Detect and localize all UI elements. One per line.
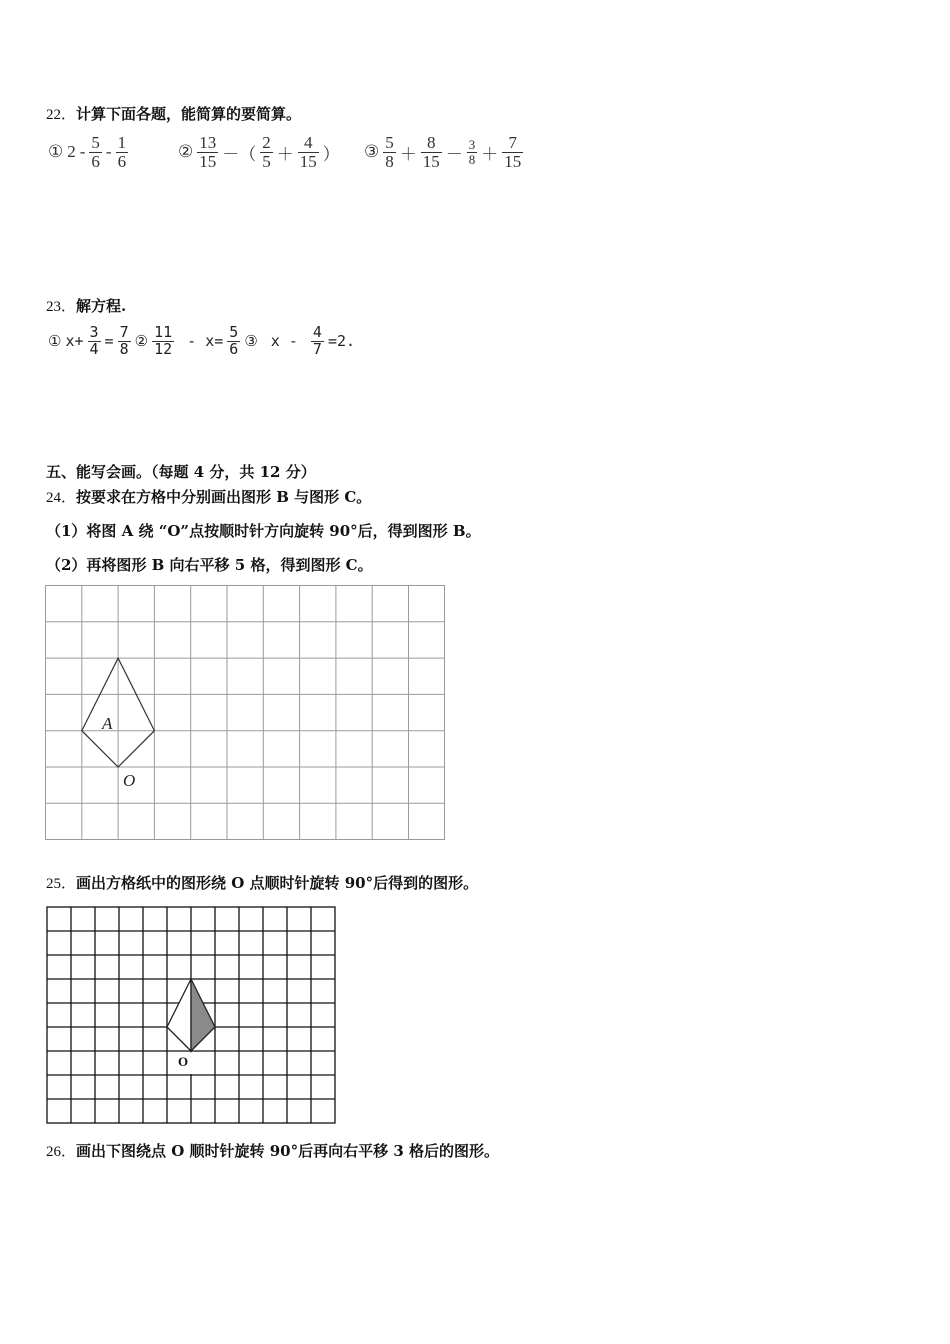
q22-p1-frac-b: $\frac{5}{6}$ xyxy=(91,133,100,171)
q24-step-1: （1）将图 A 绕 “O”点按顺时针方向旋转 90°后，得到图形 B。 xyxy=(46,522,481,540)
q23-equations xyxy=(46,325,357,358)
q23-e3-frac-a: $\frac{4}{7}$ xyxy=(312,323,322,358)
q23-e2-frac-a: $\frac{11}{12}$ xyxy=(154,323,173,358)
q25-grid-figure xyxy=(45,905,337,1127)
q23-e1-eq: = xyxy=(104,332,114,351)
q22-p3-op2: － xyxy=(445,144,463,164)
q22-problem-3 xyxy=(362,134,525,171)
q26-heading xyxy=(46,1140,499,1161)
q25-shape-left xyxy=(167,979,191,1051)
q22-p1-mark: ① xyxy=(48,142,64,162)
q26-text: 画出下图绕点 O 顺时针旋转 90°后再向右平移 3 格后的图形。 xyxy=(76,1142,500,1160)
q25-shape-shaded xyxy=(191,979,215,1051)
q22-p3-op1: ＋ xyxy=(399,144,417,164)
q22-p3-op3: ＋ xyxy=(481,144,499,164)
q24-heading xyxy=(46,486,371,507)
q24-label-a: A xyxy=(102,714,113,733)
q23-e1-pre: x+ xyxy=(65,332,84,351)
q22-number: 22． xyxy=(46,107,77,123)
q22-p2-close: ） xyxy=(322,144,340,164)
q23-e3-post: =2. xyxy=(327,332,356,351)
q22-p3-frac-d: $\frac{7}{15}$ xyxy=(504,133,522,171)
q23-e3-mark: ③ xyxy=(244,332,258,351)
q25-label-background xyxy=(168,1052,214,1074)
q23-e3-pre: x - xyxy=(261,332,307,351)
q22-p1-a: 2 xyxy=(67,142,76,162)
q22-p1-op1: - xyxy=(79,142,86,162)
q22-p2-frac-a: $\frac{13}{15}$ xyxy=(199,133,217,171)
q22-problem-1 xyxy=(46,134,130,171)
q24-number: 24． xyxy=(46,490,77,506)
q24-step-2: （2）再将图形 B 向右平移 5 格，得到图形 C。 xyxy=(46,556,373,574)
q24-text: 按要求在方格中分别画出图形 B 与图形 C。 xyxy=(76,488,372,506)
q23-e2-mid: - x= xyxy=(178,332,224,351)
q24-grid-figure xyxy=(44,584,446,842)
q23-e2-frac-b: $\frac{5}{6}$ xyxy=(229,323,239,358)
q23-e1-frac-a: $\frac{3}{4}$ xyxy=(89,323,99,358)
q24-label-o: O xyxy=(123,771,136,790)
q26-number: 26． xyxy=(46,1144,77,1160)
q22-p2-mark: ② xyxy=(178,142,194,162)
q22-p2-op2: ＋ xyxy=(276,144,294,164)
q22-p3-frac-c: $\frac{3}{8}$ xyxy=(468,137,476,167)
q23-text: 解方程. xyxy=(76,297,127,315)
q22-p1-op2: - xyxy=(105,142,112,162)
q22-heading xyxy=(46,103,301,124)
q22-p3-frac-b: $\frac{8}{15}$ xyxy=(422,133,440,171)
q23-e2-mark: ② xyxy=(134,332,149,351)
q23-number: 23． xyxy=(46,299,77,315)
q25-label-o: O xyxy=(178,1054,189,1069)
section-5-title: 五、能写会画。（每题 4 分，共 12 分） xyxy=(46,463,316,481)
q22-p2-op1: －（ xyxy=(222,144,257,164)
q22-p2-frac-c: $\frac{4}{15}$ xyxy=(299,133,317,171)
q25-text: 画出方格纸中的图形绕 O 点顺时针旋转 90°后得到的图形。 xyxy=(76,874,479,892)
q23-heading xyxy=(46,295,126,316)
q22-p2-frac-b: $\frac{2}{5}$ xyxy=(262,133,271,171)
q25-number: 25． xyxy=(46,876,77,892)
q22-problem-2 xyxy=(176,134,342,171)
q23-e1-mark: ① xyxy=(48,332,62,351)
q22-p3-mark: ③ xyxy=(364,142,380,162)
q22-p3-frac-a: $\frac{5}{8}$ xyxy=(385,133,394,171)
q22-text: 计算下面各题，能简算的要简算。 xyxy=(76,105,302,123)
q22-p1-frac-c: $\frac{1}{6}$ xyxy=(117,133,127,171)
q24-grid xyxy=(46,586,445,840)
q25-heading xyxy=(46,872,478,893)
q23-e1-frac-b: $\frac{7}{8}$ xyxy=(119,323,129,358)
